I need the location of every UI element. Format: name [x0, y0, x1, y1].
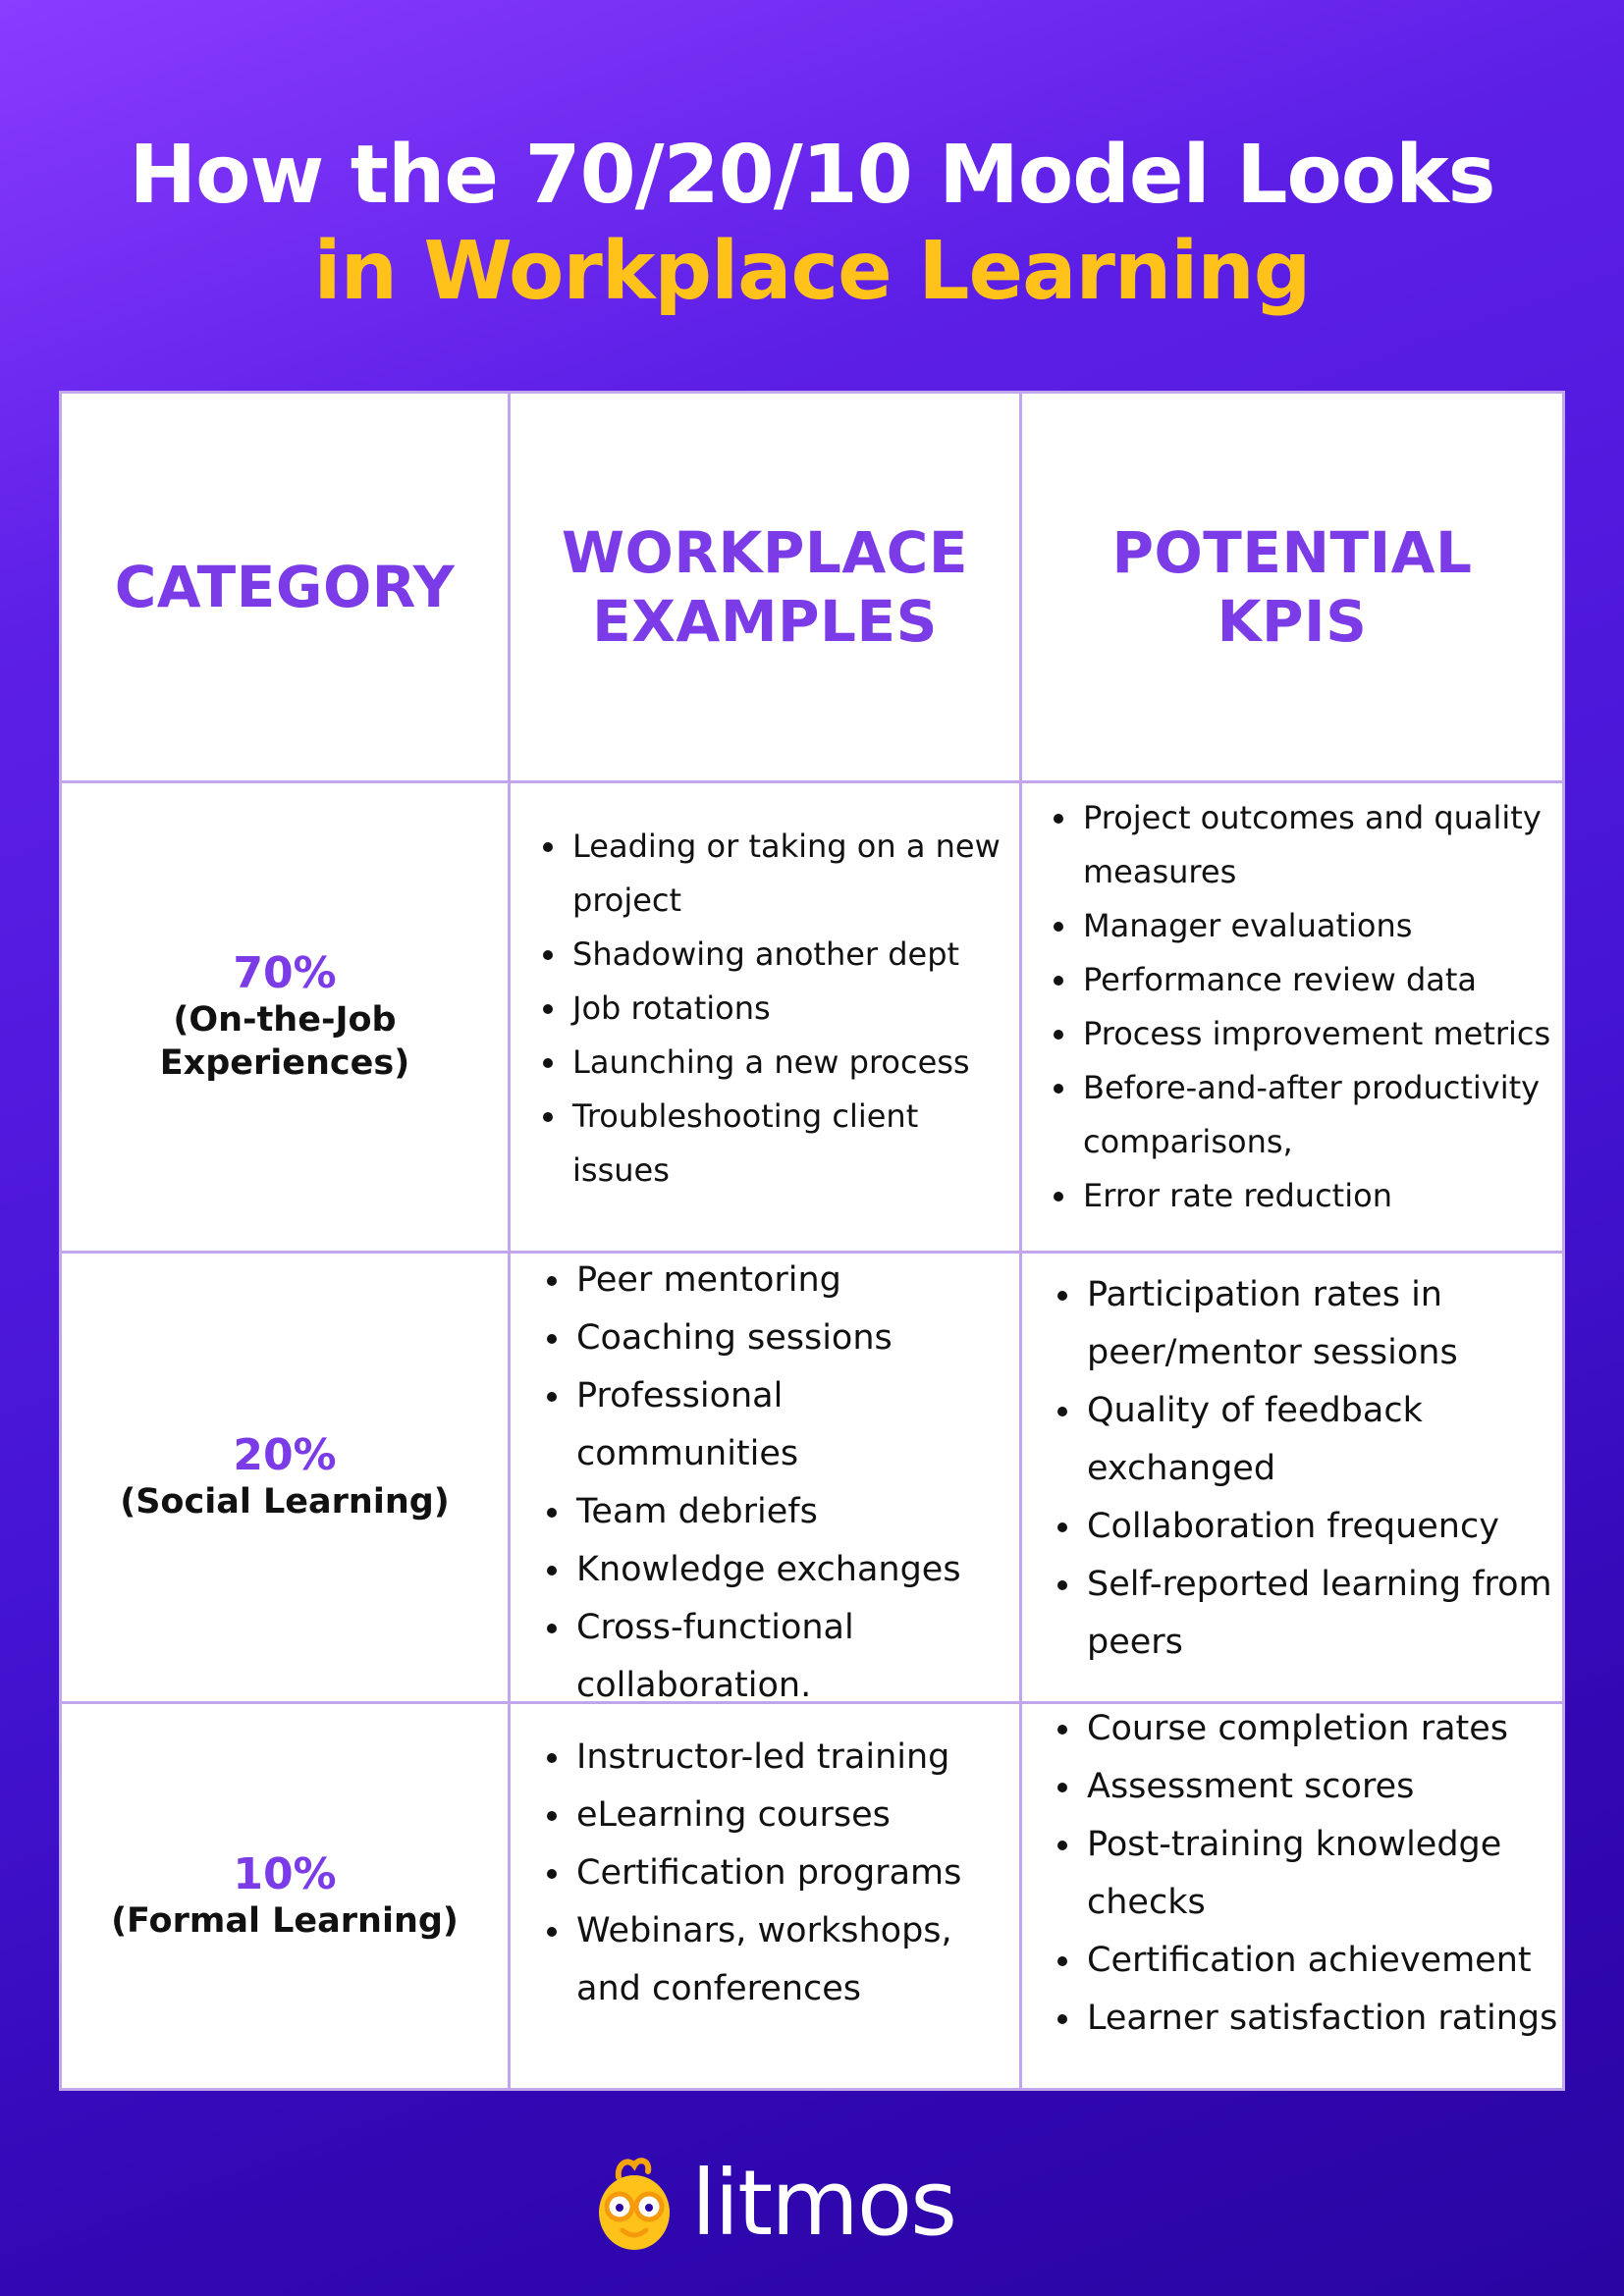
list-item: Post-training knowledge checks	[1087, 1816, 1519, 1932]
list-item: Learner satisfaction ratings	[1087, 1990, 1562, 2048]
list-item: Collaboration frequency	[1087, 1498, 1562, 1556]
row-70-examples	[508, 780, 1022, 1254]
title-line-1: How the 70/20/10 Model Looks	[129, 129, 1495, 222]
list-item: Peer mentoring	[576, 1252, 989, 1309]
row-20-kpis-list	[1087, 1266, 1562, 1672]
list-item: Leading or taking on a new project	[572, 820, 1004, 928]
header-category	[59, 391, 511, 783]
list-item: eLearning courses	[576, 1787, 989, 1844]
row-10-kpis-list	[1087, 1700, 1562, 2048]
list-item: Performance review data	[1083, 953, 1562, 1007]
list-item: Webinars, workshops, and conferences	[576, 1902, 969, 2018]
list-item: Quality of feedback exchanged	[1087, 1382, 1509, 1498]
list-item: Certification programs	[576, 1844, 989, 1902]
row-10-label: (Formal Learning)	[111, 1900, 459, 1941]
litmos-logo	[589, 2150, 962, 2258]
row-20-label: (Social Learning)	[120, 1482, 450, 1522]
list-item: Coaching sessions	[576, 1309, 989, 1367]
row-70-category	[59, 780, 511, 1254]
header-kpis-label: POTENTIAL KPIS	[1111, 519, 1473, 655]
row-70-percent: 70%	[233, 948, 337, 998]
row-70-kpis	[1019, 780, 1565, 1254]
list-item: Process improvement metrics	[1083, 1007, 1562, 1061]
list-item: Assessment scores	[1087, 1758, 1562, 1816]
row-10-category	[59, 1701, 511, 2091]
header-potential-kpis	[1019, 391, 1565, 783]
page-title	[0, 128, 1624, 320]
row-20-category	[59, 1251, 511, 1704]
list-item: Manager evaluations	[1083, 899, 1562, 953]
list-item: Participation rates in peer/mentor sessions	[1087, 1266, 1509, 1382]
list-item: Course completion rates	[1087, 1700, 1562, 1758]
list-item: Certification achievement	[1087, 1932, 1562, 1990]
row-20-percent: 20%	[233, 1430, 337, 1480]
model-table	[59, 391, 1565, 2091]
list-item: Cross-functional collaboration.	[576, 1599, 930, 1715]
list-item: Team debriefs	[576, 1483, 989, 1541]
header-workplace-examples	[508, 391, 1022, 783]
list-item: Job rotations	[572, 982, 1004, 1036]
row-10-examples-list	[576, 1729, 989, 2018]
row-70-label: (On-the-Job Experiences)	[159, 1000, 410, 1083]
header-examples-label: WORKPLACE EXAMPLES	[562, 519, 968, 655]
list-item: Professional communities	[576, 1367, 871, 1483]
list-item: Self-reported learning from peers	[1087, 1556, 1562, 1672]
row-20-examples-list	[576, 1252, 989, 1715]
list-item: Troubleshooting client issues	[572, 1090, 946, 1198]
row-20-examples	[508, 1251, 1022, 1704]
logo-wordmark: litmos	[691, 2151, 956, 2256]
title-line-2: in Workplace Learning	[313, 225, 1311, 318]
list-item: Shadowing another dept	[572, 928, 1004, 982]
row-70-examples-list	[572, 820, 1004, 1198]
header-category-label: CATEGORY	[114, 554, 456, 620]
list-item: Error rate reduction	[1083, 1169, 1562, 1223]
list-item: Instructor-led training	[576, 1729, 989, 1787]
list-item: Knowledge exchanges	[576, 1541, 989, 1599]
row-10-percent: 10%	[233, 1848, 337, 1899]
list-item: Launching a new process	[572, 1036, 1004, 1090]
row-70-kpis-list	[1083, 791, 1562, 1223]
list-item: Before-and-after productivity comparisons,	[1083, 1061, 1562, 1169]
nerd-face-icon	[589, 2156, 683, 2254]
row-10-examples	[508, 1701, 1022, 2091]
list-item: Project outcomes and quality measures	[1083, 791, 1562, 899]
row-20-kpis	[1019, 1251, 1565, 1704]
row-10-kpis	[1019, 1701, 1565, 2091]
